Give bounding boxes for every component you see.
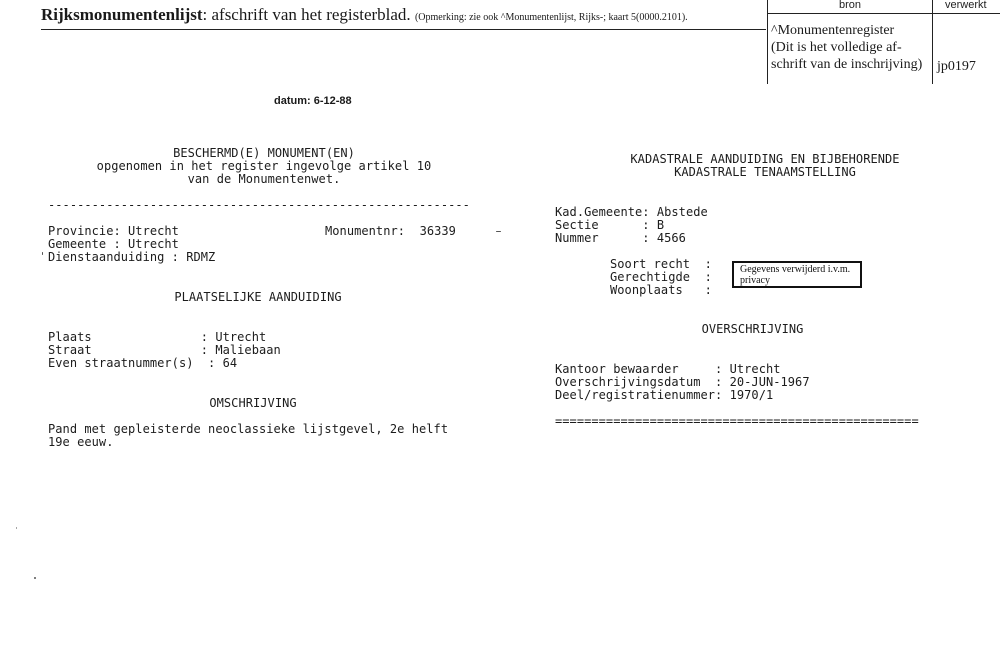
overschrijvingsdatum-field: Overschrijvingsdatum : 20-JUN-1967 xyxy=(555,375,810,389)
kantoor-field: Kantoor bewaarder : Utrecht xyxy=(555,362,781,376)
scan-speck xyxy=(42,252,43,255)
gemeente-field: Gemeente : Utrecht xyxy=(48,237,179,251)
bron-label: bron xyxy=(839,0,862,11)
privacy-line-2: privacy xyxy=(740,275,770,286)
plaats-field: Plaats : Utrecht xyxy=(48,330,267,344)
nummer-field: Nummer : 4566 xyxy=(555,231,686,245)
title-note: (Opmerking: zie ook ^Monumentenlijst, Rijks-; kaart 5(0000.2101). xyxy=(414,12,688,23)
right-heading-1: KADASTRALE AANDUIDING EN BIJBEHORENDE xyxy=(630,152,900,166)
bron-line-2: (Dit is het volledige af- xyxy=(771,40,902,55)
left-heading-1: BESCHERMD(E) MONUMENT(EN) xyxy=(173,146,355,160)
omschrijving-heading: OMSCHRIJVING xyxy=(209,396,297,410)
plaatselijke-heading: PLAATSELIJKE AANDUIDING xyxy=(174,290,342,304)
bron-line-3: schrift van de inschrijving) xyxy=(771,57,923,72)
deel-field: Deel/registratienummer: 1970/1 xyxy=(555,388,774,402)
right-separator: ================================================== xyxy=(555,415,919,428)
omschrijving-line-2: 19e eeuw. xyxy=(48,435,114,449)
provincie-field: Provincie: Utrecht xyxy=(48,224,179,238)
scan-speck xyxy=(16,527,17,529)
woonplaats-label: Woonplaats : xyxy=(610,283,712,297)
soort-recht-label: Soort recht : xyxy=(610,257,712,271)
left-separator: ---------------------------------------------------------- xyxy=(48,199,470,212)
scan-speck xyxy=(496,231,501,232)
box-header-line xyxy=(767,13,1000,14)
scan-speck xyxy=(34,577,36,579)
gerechtigde-label: Gerechtigde : xyxy=(610,270,712,284)
bron-line-1: ^Monumentenregister xyxy=(771,23,895,38)
privacy-line-1: Gegevens verwijderd i.v.m. xyxy=(740,264,851,275)
overschrijving-heading: OVERSCHRIJVING xyxy=(701,322,804,336)
document-title xyxy=(41,5,688,25)
sectie-field: Sectie : B xyxy=(555,218,665,232)
verwerkt-value: jp0197 xyxy=(937,59,976,74)
straatnummer-field: Even straatnummer(s) : 64 xyxy=(48,356,238,370)
source-box xyxy=(767,0,1000,84)
kad-gemeente-field: Kad.Gemeente: Abstede xyxy=(555,205,708,219)
left-heading-3: van de Monumentenwet. xyxy=(187,172,341,186)
straat-field: Straat : Maliebaan xyxy=(48,343,281,357)
right-heading-2: KADASTRALE TENAAMSTELLING xyxy=(674,165,856,179)
header-underline xyxy=(41,29,766,30)
monumentnr-field: Monumentnr: 36339 xyxy=(325,224,456,238)
left-heading-2: opgenomen in het register ingevolge artikel 10 xyxy=(96,159,432,173)
title-bold: Rijksmonumentenlijst xyxy=(41,5,203,24)
verwerkt-label: verwerkt xyxy=(945,0,987,11)
omschrijving-line-1: Pand met gepleisterde neoclassieke lijstgevel, 2e helft xyxy=(48,422,449,436)
date-stamp: datum: 6-12-88 xyxy=(274,95,352,107)
dienstaanduiding-field: Dienstaanduiding : RDMZ xyxy=(48,250,216,264)
title-rest: : afschrift van het registerblad. xyxy=(202,5,411,24)
privacy-redaction-box xyxy=(732,261,862,288)
